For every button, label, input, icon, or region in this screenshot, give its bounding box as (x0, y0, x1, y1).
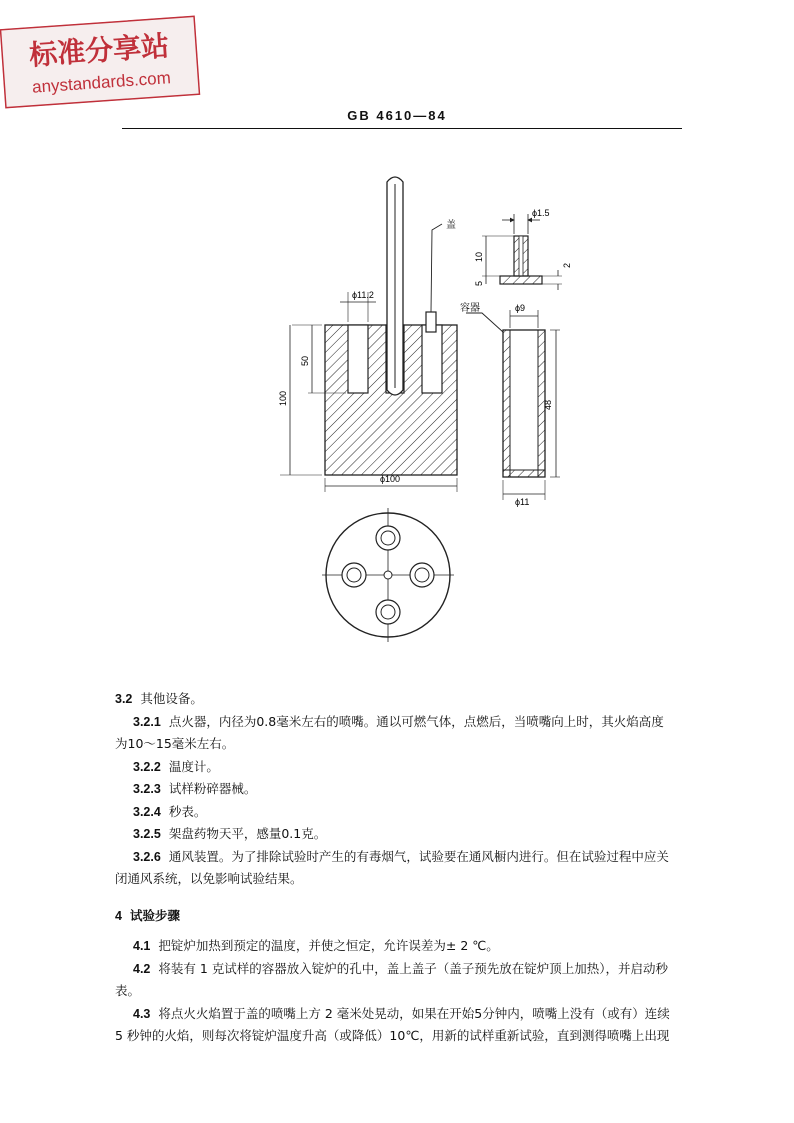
section-3-2-6: 3.2.6 通风装置。为了排除试验时产生的有毒烟气，试验要在通风橱内进行。但在试验过程中应关 (133, 848, 669, 864)
label-lid: 盖 (446, 220, 456, 231)
container-detail (460, 302, 560, 507)
section-3-2-1-cont: 为10～15毫米左右。 (115, 736, 235, 751)
standard-code: GB 4610—84 (347, 108, 447, 123)
dim-h50: 50 (300, 355, 310, 366)
section-4-2: 4.2 将装有 1 克试样的容器放入锭炉的孔中，盖上盖子（盖子预先放在锭炉顶上加热），并启动秒 (133, 960, 669, 976)
section-3-2-2: 3.2.2 温度计。 (133, 758, 219, 774)
section-4-3: 4.3 将点火火焰置于盖的喷嘴上方 2 毫米处晃动，如果在开始5分钟内，喷嘴上没有（或有）连续 (133, 1005, 670, 1021)
section-3-2-5: 3.2.5 架盘药物天平，感量0.1克。 (133, 826, 327, 841)
dim-h10: 10 (474, 251, 484, 262)
dim-d100: ϕ100 (380, 474, 401, 484)
watermark-stamp (0, 15, 201, 108)
apparatus-drawing (260, 170, 590, 670)
lid-leader (431, 224, 442, 312)
header-rule (122, 128, 682, 129)
label-container: 容器 (460, 303, 480, 314)
dim-h100: 100 (278, 390, 288, 406)
section-3-2: 3.2 其他设备。 (115, 691, 203, 706)
section-3-2-3: 3.2.3 试样粉碎器械。 (133, 781, 257, 796)
stamp-site-url: anystandards.com (31, 68, 172, 97)
section-4-2-cont: 表。 (115, 983, 141, 998)
dim-d112: ϕ11.2 (352, 290, 374, 300)
section-3-2-4: 3.2.4 秒表。 (133, 803, 207, 819)
body-text (115, 688, 687, 1048)
dim-d15: ϕ1.5 (532, 208, 550, 218)
dim-d9: ϕ9 (515, 303, 526, 313)
section-3-2-6-cont: 闭通风系统，以免影响试验结果。 (115, 871, 303, 886)
furnace-hole-left (348, 325, 368, 393)
thermometer (387, 177, 403, 395)
lid-nozzle-in-block (426, 312, 436, 332)
dim-h48: 48 (543, 399, 553, 410)
plan-view (322, 508, 454, 642)
dim-h5: 5 (474, 280, 484, 286)
furnace-hole-right (422, 325, 442, 393)
dim-d11: ϕ11 (515, 497, 530, 507)
stamp-site-name: 标准分享站 (28, 30, 171, 71)
dim-h2: 2 (562, 262, 572, 268)
section-3-2-1: 3.2.1 点火器，内径为0.8毫米左右的喷嘴。通以可燃气体，点燃后，当喷嘴向上时，其火焰高度 (133, 713, 664, 729)
section-4-3-cont: 5 秒钟的火焰，则每次将锭炉温度升高（或降低）10℃，用新的试样重新试验，直到测得喷嘴上出现 (115, 1028, 670, 1043)
section-4-heading: 4 试验步骤 (115, 907, 180, 923)
section-4-1: 4.1 把锭炉加热到预定的温度，并使之恒定，允许误差为± 2 ℃。 (133, 938, 499, 953)
lid-detail (474, 208, 572, 290)
